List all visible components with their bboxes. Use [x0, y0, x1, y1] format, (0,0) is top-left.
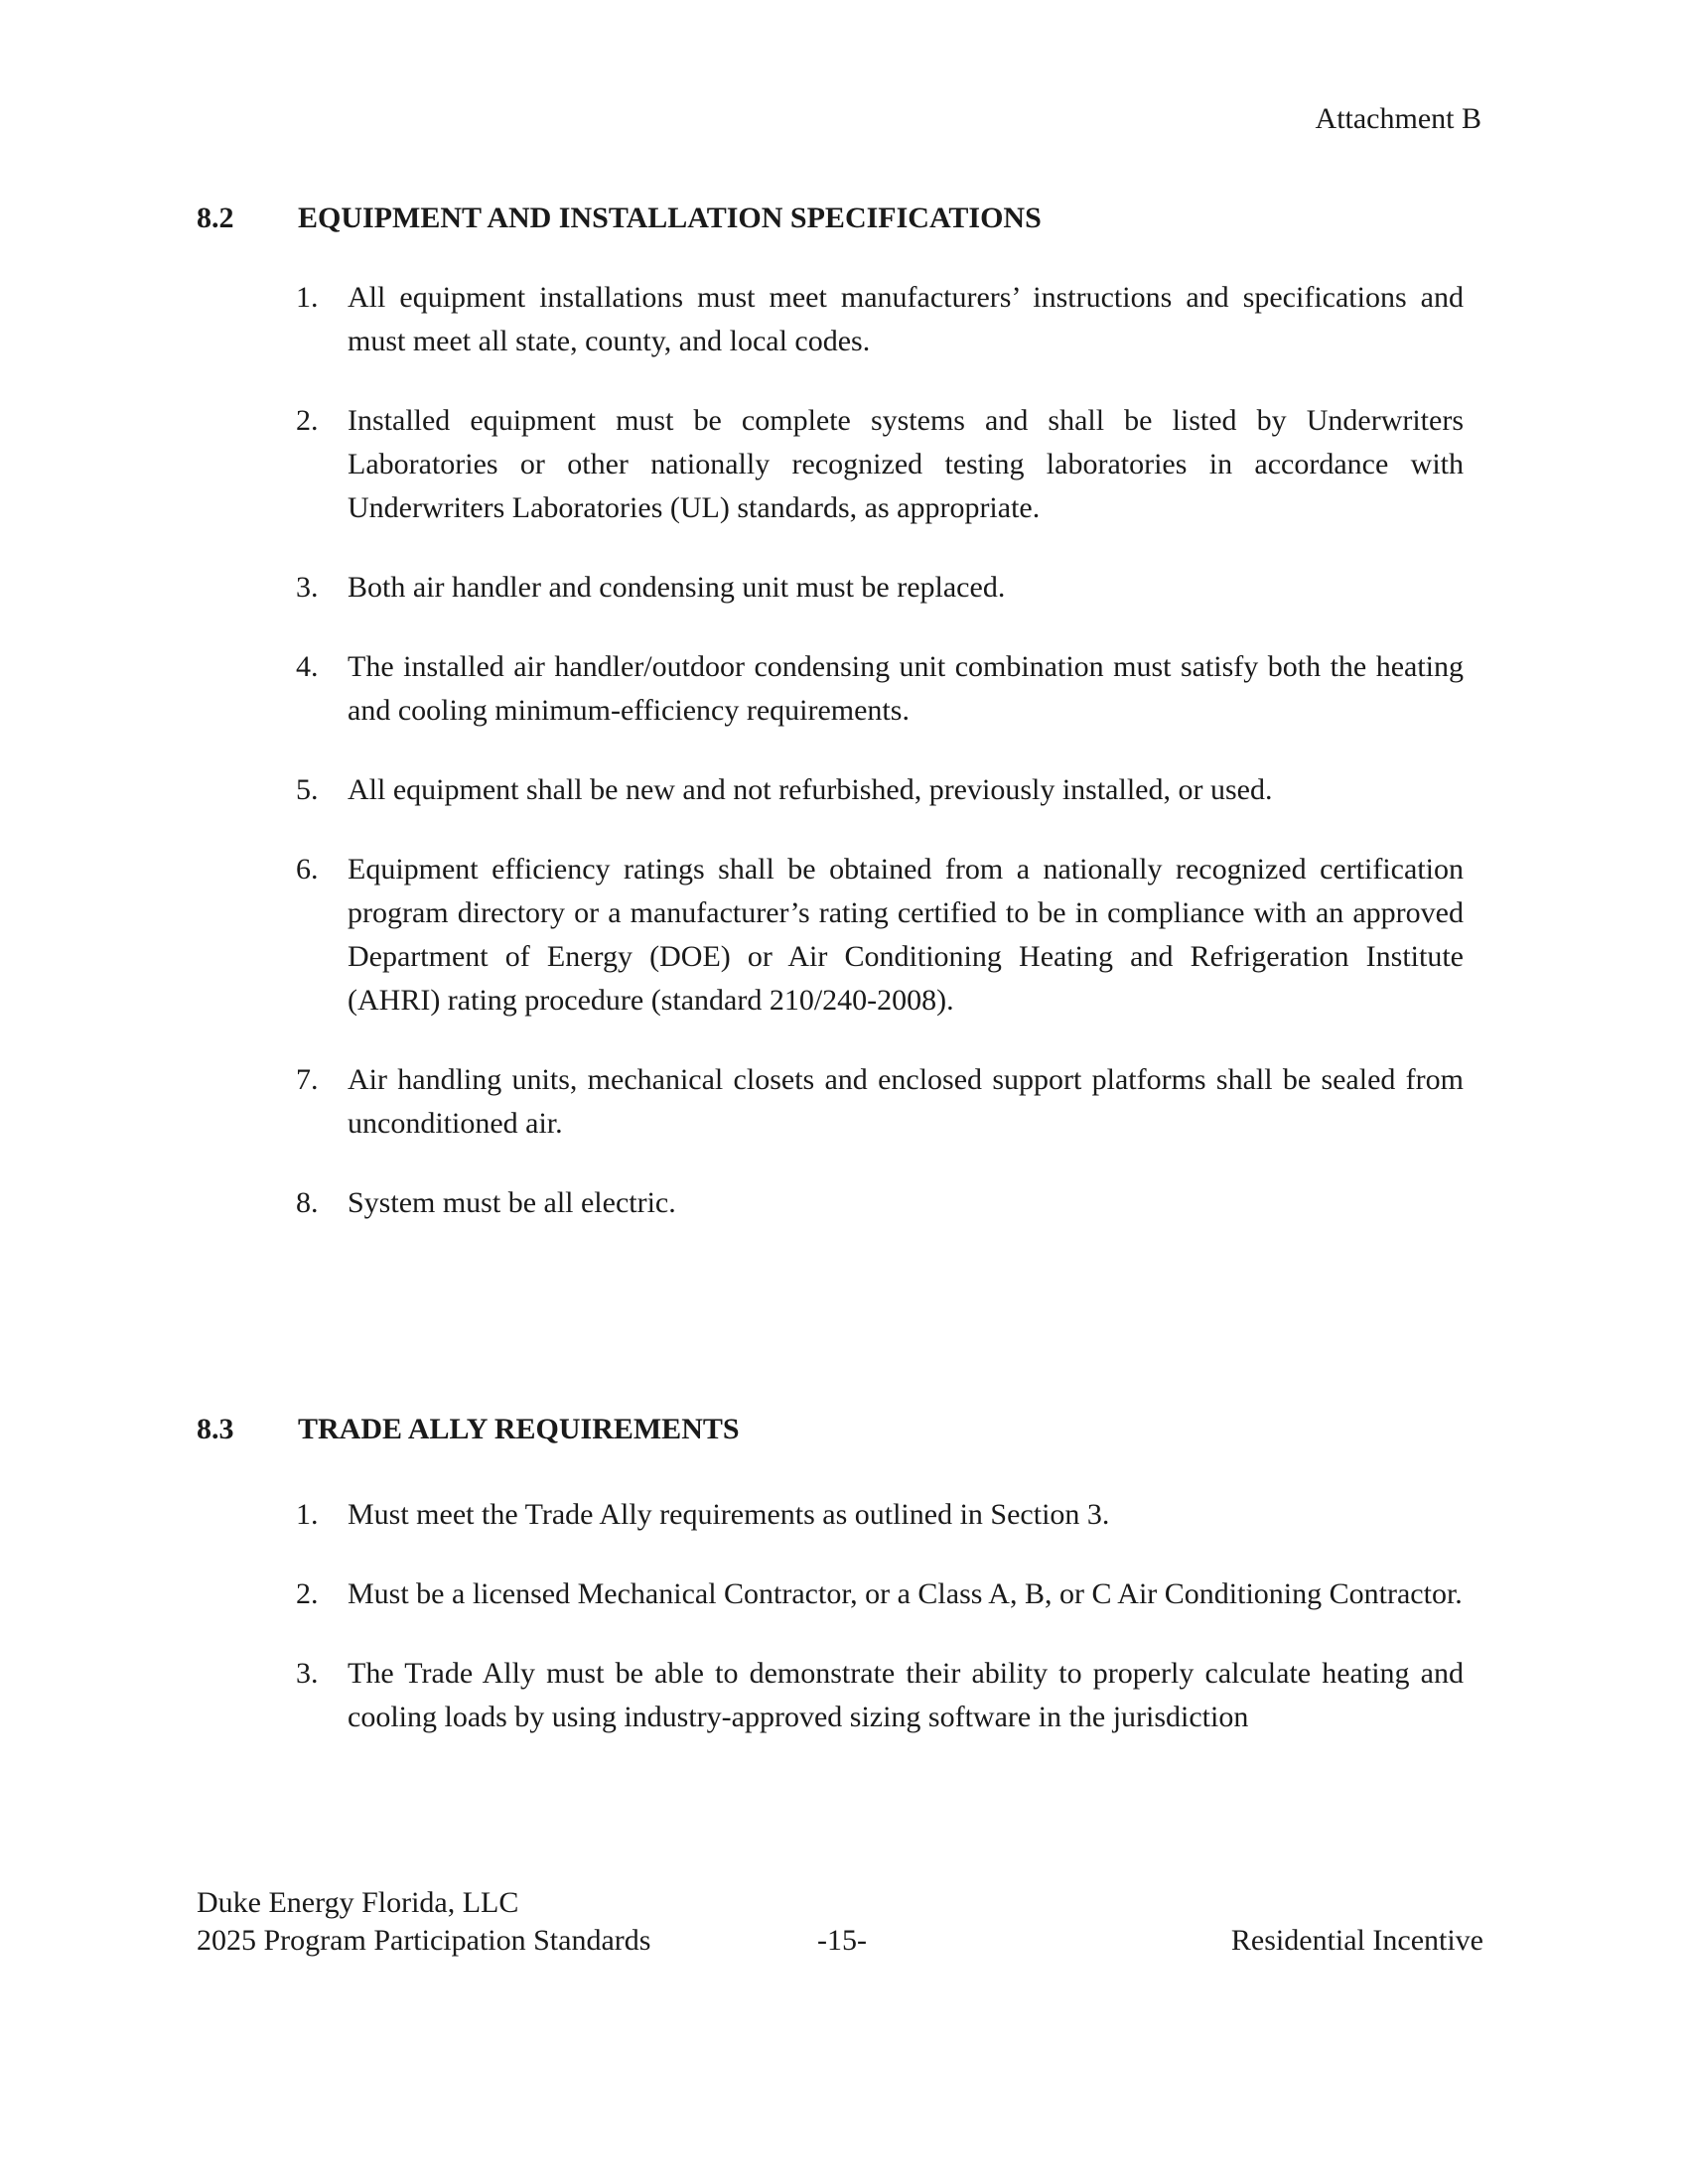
item-text: Must be a licensed Mechanical Contractor, or a Class A, B, or C Air Conditioning Contractor.	[348, 1577, 1463, 1610]
section-title: TRADE ALLY REQUIREMENTS	[298, 1413, 740, 1445]
list-item	[296, 566, 1464, 610]
item-text: All equipment shall be new and not refurbished, previously installed, or used.	[348, 773, 1273, 806]
item-text: The installed air handler/outdoor condensing unit combination must satisfy both the heating and cooling minimum-efficiency requirements.	[348, 650, 1464, 727]
section-8-2	[197, 197, 1483, 240]
item-text: System must be all electric.	[348, 1186, 676, 1219]
section-heading	[197, 1408, 1483, 1451]
list-item	[296, 768, 1464, 812]
item-number: 2.	[296, 1577, 319, 1610]
section-number: 8.3	[197, 1413, 234, 1445]
item-text: All equipment installations must meet manufacturers’ instructions and specifications and must meet all state, county, and local codes.	[348, 281, 1464, 357]
item-text: Air handling units, mechanical closets and enclosed support platforms shall be sealed from unconditioned air.	[348, 1063, 1464, 1140]
item-text: Must meet the Trade Ally requirements as outlined in Section 3.	[348, 1498, 1110, 1531]
section-8-3-list	[197, 1493, 1483, 1739]
item-number: 3.	[296, 1657, 319, 1690]
item-number: 4.	[296, 650, 319, 683]
list-item	[296, 276, 1464, 363]
footer-category: Residential Incentive	[1230, 1924, 1483, 1957]
section-8-3	[197, 1408, 1483, 1451]
list-item	[296, 399, 1464, 530]
item-text: Both air handler and condensing unit must be replaced.	[348, 571, 1006, 604]
attachment-label: Attachment B	[1315, 102, 1481, 135]
page-number: -15-	[817, 1924, 867, 1957]
item-number: 5.	[296, 773, 319, 806]
footer-company: Duke Energy Florida, LLC	[197, 1886, 519, 1919]
list-item	[296, 1493, 1464, 1537]
page-footer	[197, 1884, 1483, 1960]
item-number: 2.	[296, 404, 319, 437]
item-number: 3.	[296, 571, 319, 604]
section-8-2-list	[197, 276, 1483, 1225]
item-number: 7.	[296, 1063, 319, 1096]
section-heading	[197, 197, 1483, 240]
section-title: EQUIPMENT AND INSTALLATION SPECIFICATIONS	[298, 202, 1042, 234]
item-number: 6.	[296, 853, 319, 886]
item-text: Installed equipment must be complete systems and shall be listed by Underwriters Laboratories or other nationally recognized testing laboratories in accordance with Underwriters Laboratories (UL) standards, as appropriate.	[348, 404, 1464, 524]
section-number: 8.2	[197, 202, 234, 234]
list-item	[296, 645, 1464, 733]
list-item	[296, 1652, 1464, 1739]
item-number: 1.	[296, 1498, 319, 1531]
list-item	[296, 1572, 1464, 1616]
list-item	[296, 848, 1464, 1023]
item-text: Equipment efficiency ratings shall be obtained from a nationally recognized certification program directory or a manufacturer’s rating certified to be in compliance with an approved Department of Energy (DOE) or Air Conditioning Heating and Refrigeration Institute (AHRI) rating procedure (standard 210/240-2008).	[348, 853, 1464, 1017]
list-item	[296, 1058, 1464, 1146]
item-text: The Trade Ally must be able to demonstrate their ability to properly calculate heating and cooling loads by using industry-approved sizing software in the jurisdiction	[348, 1657, 1464, 1733]
item-number: 1.	[296, 281, 319, 314]
item-number: 8.	[296, 1186, 319, 1219]
list-item	[296, 1181, 1464, 1225]
footer-program: 2025 Program Participation Standards	[197, 1924, 651, 1957]
